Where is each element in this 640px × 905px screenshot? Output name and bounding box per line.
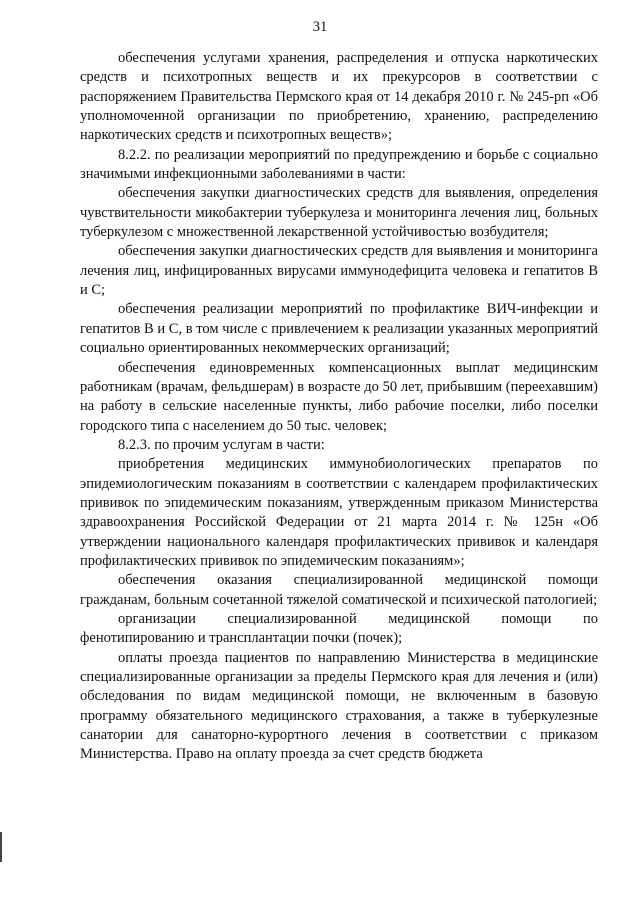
paragraph-narcotics-storage: обеспечения услугами хранения, распределения и отпуска наркотических средств и психотропных веществ и их прекурсоров в соответствии с распоряжением Правительства Пермского края от 14 декабря 2010 г. № 245-рп «Об уполномоченной организации по приобретению, хранению, распределению наркотических средств и психотропных веществ»; <box>80 50 598 144</box>
paragraph-specialized-care: обеспечения оказания специализированной медицинской помощи гражданам, больным сочетанной тяжелой соматической и психической патологией; <box>80 572 598 608</box>
paragraph-immunobiological-preparations: приобретения медицинских иммунобиологических препаратов по эпидемиологическим показаниям в соответствии с календарем профилактических прививок по эпидемическим показаниям, утвержденным приказом Министерства здравоохранения Российской Федерации от 21 марта 2014 г. № 125н «Об утверждении национального календаря профилактических прививок и календаря профилактических прививок по эпидемическим показаниям»; <box>80 456 598 569</box>
paragraph-tuberculosis-diagnostics: обеспечения закупки диагностических средств для выявления, определения чувствительности микобактерии туберкулеза и мониторинга лечения лиц, больных туберкулезом с множественной лекарственной устойчивостью возбудителя; <box>80 185 598 241</box>
paragraph-8-2-2-heading: 8.2.2. по реализации мероприятий по предупреждению и борьбе с социально значимыми инфекционными заболеваниями в части: <box>80 146 598 183</box>
page-number: 31 <box>312 19 328 35</box>
paragraph-hiv-diagnostics: обеспечения закупки диагностических средств для выявления и мониторинга лечения лиц, инфицированных вирусами иммунодефицита человека и гепатитов В и С; <box>80 243 598 299</box>
paragraph-8-2-3-heading: 8.2.3. по прочим услугам в части: <box>118 436 325 453</box>
paragraph-travel-payment: оплаты проезда пациентов по направлению Министерства в медицинские специализированные организации за пределы Пермского края для лечения и (или) обследования по видам медицинской помощи, не включенным в базовую программу обязательного медицинского страхования, а также в туберкулезные санатории для санаторно-курортного лечения в соответствии с приказом Министерства. Право на оплату проезда за счет средств бюджета <box>80 649 598 763</box>
paragraph-kidney-transplant: организации специализированной медицинской помощи по фенотипированию и трансплантации почки (почек); <box>80 610 598 647</box>
scan-edge-mark <box>0 832 2 862</box>
paragraph-compensation-payments: обеспечения единовременных компенсационных выплат медицинским работникам (врачам, фельдшерам) в возрасте до 50 лет, прибывшим (переехавшим) на работу в сельские населенные пункты, либо рабочие поселки, либо поселки городского типа с населением до 50 тыс. человек; <box>80 359 598 434</box>
paragraph-hiv-prevention: обеспечения реализации мероприятий по профилактике ВИЧ-инфекции и гепатитов В и С, в том числе с привлечением к реализации указанных мероприятий социально ориентированных некоммерческих организаций; <box>80 301 598 357</box>
document-body <box>80 49 598 765</box>
